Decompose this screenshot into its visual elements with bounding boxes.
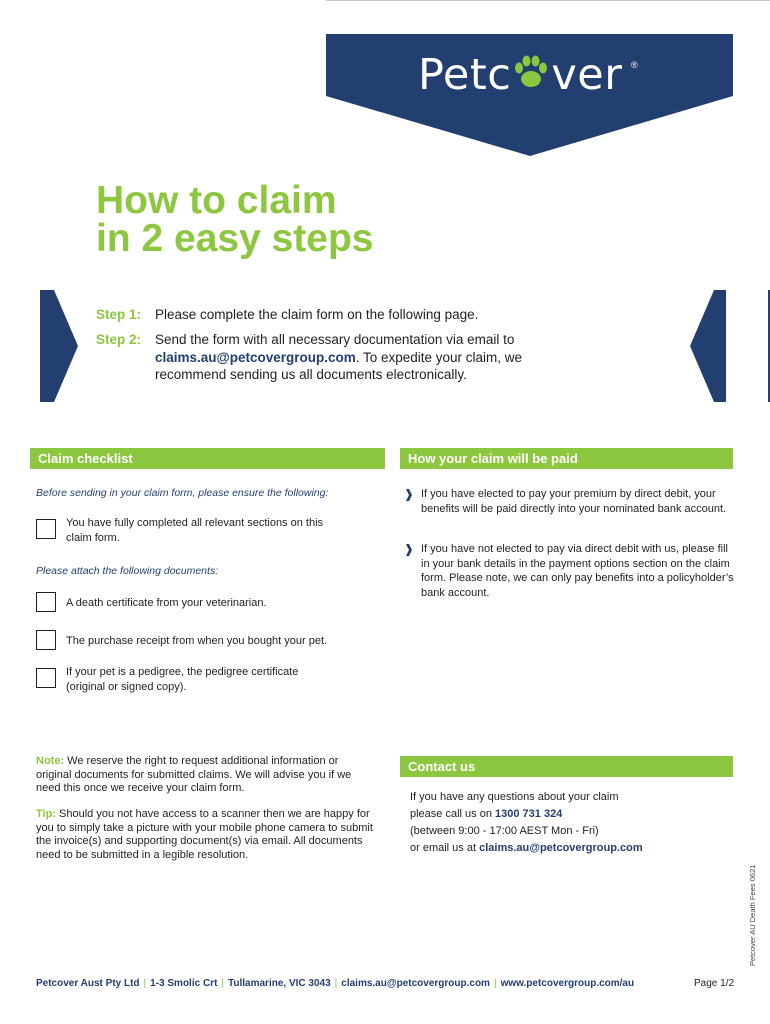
contact-line-1: If you have any questions about your claim <box>410 791 619 803</box>
checkbox-death-certificate[interactable] <box>36 592 56 612</box>
footer-separator: | <box>143 978 147 989</box>
step-1-label: Step 1: <box>96 307 142 322</box>
footer-separator: | <box>334 978 338 989</box>
note-paragraph <box>36 755 376 796</box>
payment-bullet-1-text: If you have elected to pay your premium by direct debit, your benefits will be paid directly into your nominated bank account. <box>421 488 727 515</box>
footer-suburb: Tullamarine, VIC 3043 <box>228 978 331 989</box>
contact-email-intro: or email us at <box>410 842 477 854</box>
registered-mark: ® <box>631 60 638 70</box>
step-2-email-link[interactable]: claims.au@petcovergroup.com <box>155 349 356 365</box>
checkbox-completed[interactable] <box>36 519 56 539</box>
bullet-chevron-icon <box>406 544 412 556</box>
page-title <box>96 179 374 260</box>
contact-phone-intro: please call us on <box>410 808 492 820</box>
right-chevron-icon <box>690 290 726 402</box>
petcover-logo <box>418 50 622 100</box>
footer-website-link[interactable]: www.petcovergroup.com/au <box>500 978 635 989</box>
contact-line-3: (between 9:00 - 17:00 AEST Mon - Fri) <box>410 825 599 837</box>
document-code: Petcover AU Death Fees 0621 <box>748 864 757 966</box>
title-line-1: How to claim <box>96 179 337 222</box>
tip-paragraph <box>36 808 376 862</box>
step-1-text: Please complete the claim form on the following page. <box>155 307 479 322</box>
check-text-completed: You have fully completed all relevant sections on this claim form. <box>66 517 324 544</box>
contact-heading: Contact us <box>400 756 733 777</box>
left-chevron-icon <box>40 290 78 402</box>
contact-line-4 <box>410 840 730 857</box>
footer-separator: | <box>221 978 225 989</box>
tip-label: Tip: <box>36 808 56 820</box>
footer-company: Petcover Aust Pty Ltd <box>36 978 140 989</box>
step-2-text-after: . To expedite your claim, we recommend sending us all documents electronically. <box>155 349 523 382</box>
contact-details <box>410 789 730 857</box>
step-2-text-before: Send the form with all necessary documentation via email to <box>155 332 515 347</box>
footer-email-link[interactable]: claims.au@petcovergroup.com <box>341 978 490 989</box>
page-number: Page 1/2 <box>694 978 735 989</box>
contact-phone-link[interactable]: 1300 731 324 <box>495 808 563 820</box>
step-2-text <box>155 331 575 384</box>
note-text: We reserve the right to request additional information or original documents for submitted claims. We will advise you if we need this once we receive your claim form. <box>36 755 352 794</box>
footer <box>36 978 634 989</box>
payment-bullet-2-text: If you have not elected to pay via direct debit with us, please fill in your bank details in the payment options section on the claim form. Please note, we can only pay benefits into a policyholder’s bank account. <box>421 543 734 599</box>
header-rule <box>326 0 770 1</box>
checkbox-pedigree[interactable] <box>36 668 56 688</box>
note-label: Note: <box>36 755 65 767</box>
tip-text: Should you not have access to a scanner then we are happy for you to simply take a picture with your mobile phone camera to submit the invoice(s) and supporting document(s) via email. All documents need to be submitted in a legible resolution. <box>36 808 373 861</box>
contact-line-2 <box>410 806 730 823</box>
title-line-2: in 2 easy steps <box>96 217 374 260</box>
checkbox-purchase-receipt[interactable] <box>36 630 56 650</box>
contact-email-link[interactable]: claims.au@petcovergroup.com <box>479 842 643 854</box>
payment-heading: How your claim will be paid <box>400 448 733 469</box>
bullet-chevron-icon <box>406 489 412 501</box>
attach-intro: Please attach the following documents: <box>36 565 219 577</box>
check-text-pedigree: If your pet is a pedigree, the pedigree certificate (original or signed copy). <box>66 666 299 693</box>
footer-address: 1-3 Smolic Crt <box>150 978 218 989</box>
check-text-death-certificate: A death certificate from your veterinarian. <box>66 597 267 609</box>
step-2-label: Step 2: <box>96 332 142 347</box>
footer-separator: | <box>493 978 497 989</box>
paw-icon <box>511 52 551 92</box>
check-text-purchase-receipt: The purchase receipt from when you bought your pet. <box>66 635 328 647</box>
checklist-intro: Before sending in your claim form, please ensure the following: <box>36 487 329 499</box>
logo-text-after: ver <box>551 50 623 100</box>
logo-text-before: Petc <box>418 50 512 100</box>
claim-checklist-heading: Claim checklist <box>30 448 385 469</box>
